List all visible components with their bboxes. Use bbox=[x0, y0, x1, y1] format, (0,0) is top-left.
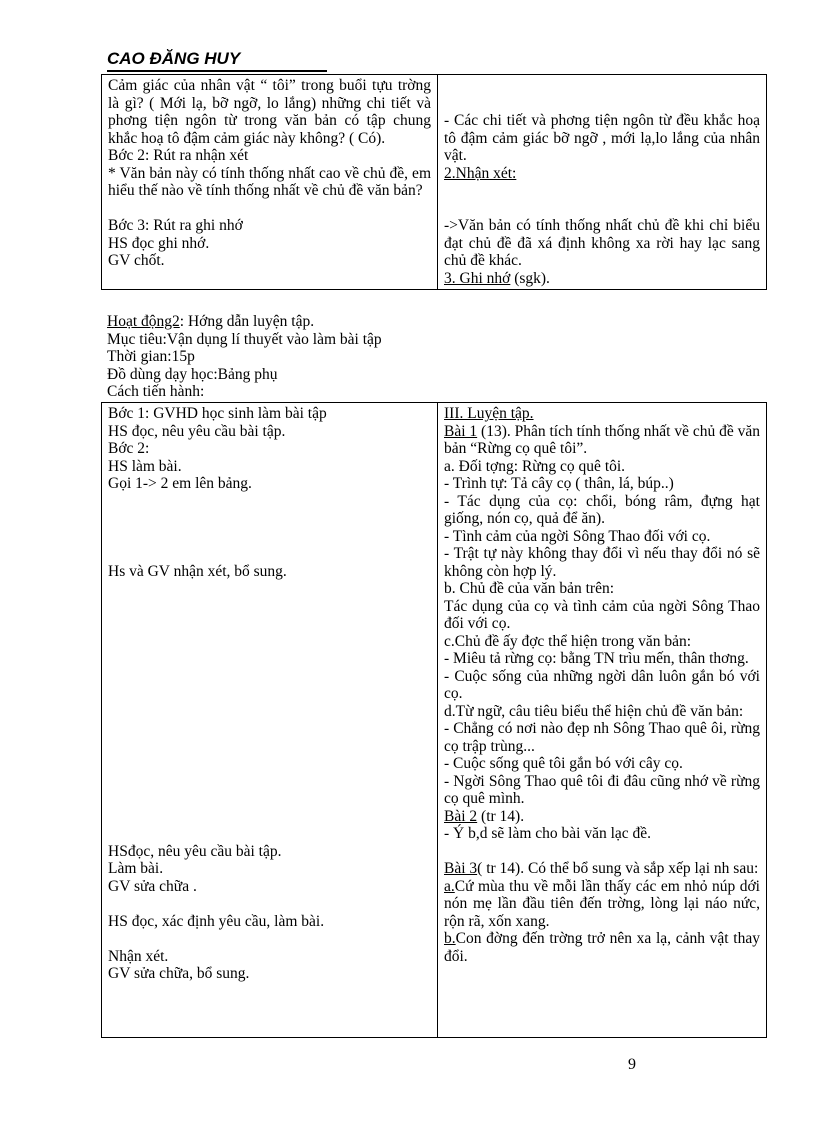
answer-line: - Ngời Sông Thao quê tôi đi đâu cũng nhớ về rừng cọ quê mình. bbox=[444, 772, 760, 807]
section-heading-luyen-tap: III. Luyện tập. bbox=[444, 405, 534, 422]
exercise-1 bbox=[444, 423, 760, 458]
table1-left-cell bbox=[102, 75, 438, 290]
activity-time: Thời gian:15p bbox=[107, 348, 195, 365]
lesson-table-2 bbox=[101, 402, 767, 1038]
activity-method: Cách tiến hành: bbox=[107, 383, 205, 400]
table1-right-para: - Các chi tiết và phơng tiện ngôn từ đều khắc hoạ tô đậm cảm giác bỡ ngỡ , mới lạ,lo lắng của nhân vật. bbox=[444, 112, 760, 164]
answer-line: - Cuộc sống quê tôi gắn bó với cây cọ. bbox=[444, 755, 683, 772]
answer-b-label: b. bbox=[444, 930, 456, 947]
table1-left-line: HS đọc ghi nhớ. bbox=[108, 234, 210, 252]
activity-title bbox=[107, 313, 382, 331]
exercise-3-label: Bài 3 bbox=[444, 860, 478, 877]
answer-line-b bbox=[444, 930, 760, 965]
answer-line: d.Từ ngữ, câu tiêu biểu thể hiện chủ đề văn bản: bbox=[444, 702, 744, 720]
table2-left-line: GV sửa chữa, bổ sung. bbox=[108, 965, 250, 982]
exercise-3 bbox=[444, 860, 760, 878]
table2-left-line: HS đọc, nêu yêu cầu bài tập. bbox=[108, 422, 286, 440]
table1-right-cell bbox=[438, 75, 767, 290]
table2-left-line: HSđọc, nêu yêu cầu bài tập. bbox=[108, 842, 282, 860]
table1-left-line: Cảm giác của nhân vật “ tôi” trong buổi tựu trờng là gì? ( Mới lạ, bỡ ngỡ, lo lắng) những chi tiết và phơng tiện ngôn từ trong văn bản có tập chung khắc hoạ tô đậm cảm giác này không? ( Có). bbox=[108, 77, 431, 147]
answer-line: - Cuộc sống của những ngời dân luôn gắn bó với cọ. bbox=[444, 667, 760, 702]
table2-left-line: HS làm bài. bbox=[108, 457, 182, 475]
table2-left-cell bbox=[102, 403, 438, 1038]
answer-line: - Tác dụng của cọ: chổi, bóng râm, đựng hạt giống, nón cọ, quả để ăn). bbox=[444, 492, 760, 527]
table2-left-line: Gọi 1-> 2 em lên bảng. bbox=[108, 475, 252, 492]
answer-line: Tác dụng của cọ và tình cảm của ngời Sông Thao đối với cọ. bbox=[444, 597, 760, 632]
answer-line: b. Chủ đề của văn bản trên: bbox=[444, 580, 615, 597]
answer-line: - Trật tự này không thay đổi vì nếu thay đổi nó sẽ không còn hợp lý. bbox=[444, 545, 760, 580]
table2-left-line: HS đọc, xác định yêu cầu, làm bài. bbox=[108, 912, 325, 930]
table2-left-line: Hs và GV nhận xét, bổ sung. bbox=[108, 562, 287, 580]
answer-b-text: Con đờng đến trờng trở nên xa lạ, cảnh vật thay đổi. bbox=[444, 930, 760, 965]
answer-line: - Chẳng có nơi nào đẹp nh Sông Thao quê ôi, rừng cọ trập trùng... bbox=[444, 720, 760, 755]
exercise-2 bbox=[444, 808, 760, 826]
answer-line-a bbox=[444, 878, 760, 931]
table1-left-line: GV chốt. bbox=[108, 252, 165, 269]
exercise-1-text: (13). Phân tích tính thống nhất về chủ đề văn bản “Rừng cọ quê tôi”. bbox=[444, 422, 760, 457]
ghi-nho-tail: (sgk). bbox=[510, 269, 550, 287]
exercise-1-label: Bài 1 bbox=[444, 422, 478, 440]
activity-tools: Đồ dùng dạy học:Bảng phụ bbox=[107, 365, 278, 383]
section-heading-nhan-xet: 2.Nhận xét: bbox=[444, 164, 517, 182]
answer-line: - Ý b,d sẽ làm cho bài văn lạc đề. bbox=[444, 825, 652, 842]
answer-line: a. Đối tợng: Rừng cọ quê tôi. bbox=[444, 457, 626, 475]
table1-left-line: Bớc 3: Rút ra ghi nhớ bbox=[108, 217, 243, 234]
table2-left-line: GV sửa chữa . bbox=[108, 877, 197, 895]
activity-goal: Mục tiêu:Vận dụng lí thuyết vào làm bài tập bbox=[107, 330, 382, 348]
activity-title-rest: : Hớng dẫn luyện tập. bbox=[179, 313, 315, 330]
table1-right-para: ->Văn bản có tính thống nhất chủ đề khi chỉ biểu đạt chủ đề đã xá định không xa rời hay lạc sang chủ đề khác. bbox=[444, 217, 760, 269]
table2-left-line: Làm bài. bbox=[108, 860, 164, 877]
section-heading-ghi-nho: 3. Ghi nhớ bbox=[444, 269, 511, 287]
table2-left-line: Bớc 1: GVHD học sinh làm bài tập bbox=[108, 405, 327, 422]
exercise-2-label: Bài 2 bbox=[444, 807, 478, 825]
table1-left-line: Bớc 2: Rút ra nhận xét bbox=[108, 147, 249, 164]
activity-title-label: Hoạt động2 bbox=[107, 313, 180, 330]
table1-left-line: * Văn bản này có tính thống nhất cao về chủ đề, em hiểu thế nào về tính thống nhất về chủ đề văn bản? bbox=[108, 164, 431, 199]
exercise-2-text: (tr 14). bbox=[477, 807, 525, 825]
lesson-table-1 bbox=[101, 74, 767, 290]
section-heading-ghi-nho-line bbox=[444, 270, 760, 288]
table2-right-cell bbox=[438, 403, 767, 1038]
page-number: 9 bbox=[628, 1056, 636, 1073]
answer-a-label: a. bbox=[444, 877, 455, 895]
table2-left-line: Nhận xét. bbox=[108, 947, 169, 965]
table2-left-line: Bớc 2: bbox=[108, 440, 150, 457]
author-header: CAO ĐĂNG HUY bbox=[107, 48, 327, 72]
exercise-3-text: ( tr 14). Có thể bổ sung và sắp xếp lại nh sau: bbox=[477, 860, 759, 877]
answer-line: c.Chủ đề ấy đợc thể hiện trong văn bản: bbox=[444, 632, 692, 650]
answer-line: - Tình cảm của ngời Sông Thao đối với cọ. bbox=[444, 527, 711, 545]
answer-line: - Miêu tả rừng cọ: bằng TN trìu mến, thân thơng. bbox=[444, 650, 749, 667]
answer-line: - Trình tự: Tả cây cọ ( thân, lá, búp..) bbox=[444, 475, 674, 492]
activity-block bbox=[107, 313, 382, 401]
answer-a-text: Cứ mùa thu về mỗi lần thấy các em nhỏ núp dới nón mẹ lần đầu tiên đến trờng, lòng lại náo nức, rộn rã, xốn xang. bbox=[444, 877, 760, 930]
